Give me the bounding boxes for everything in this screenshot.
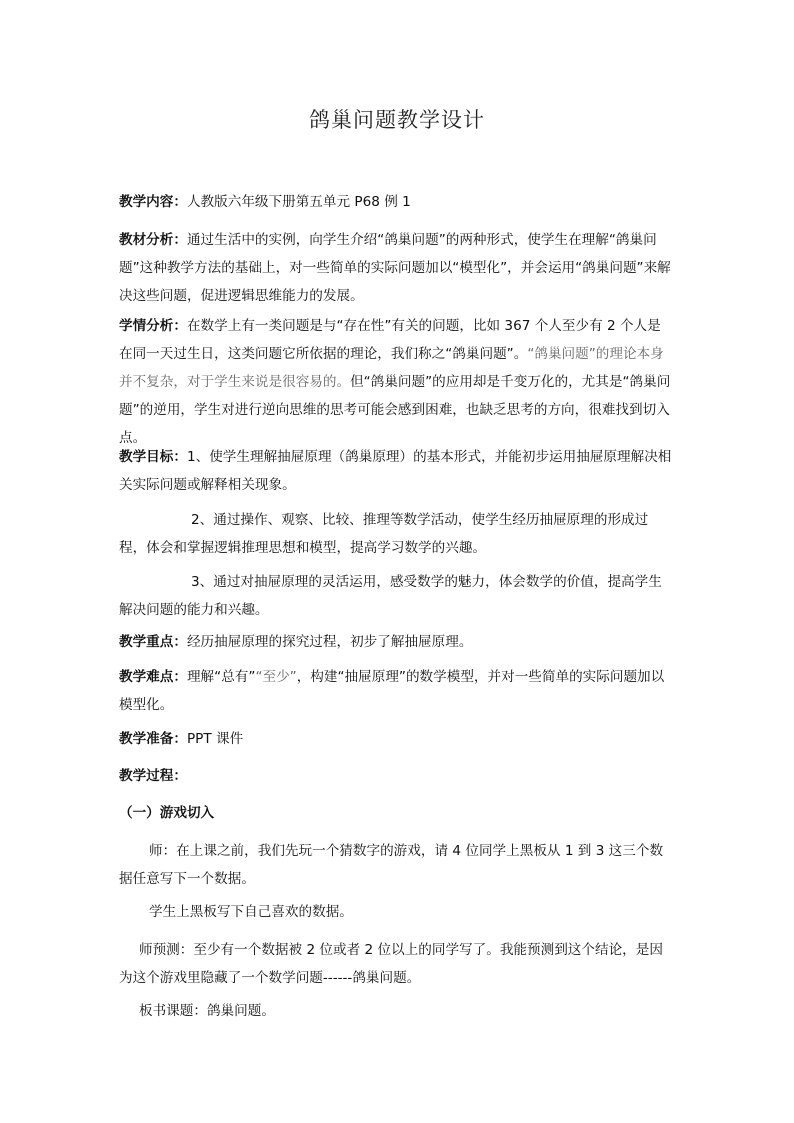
section-1-paragraph-4	[119, 997, 674, 1025]
teaching-goals	[119, 443, 674, 499]
section-1-text-2: 学生上黑板写下自己喜欢的数据。	[149, 904, 353, 920]
section-1-paragraph-1	[119, 837, 674, 893]
difficulty-text-b: ，构建“抽屉原理”的数学模型，并对一些简单的实际问题加以模型化。	[119, 669, 665, 713]
process-heading: 教学过程：	[119, 768, 187, 784]
preparation-text: PPT 课件	[186, 731, 244, 747]
document-title: 鸽巢问题教学设计	[309, 108, 485, 132]
section-1-text-3: 师预测：至少有一个数据被 2 位或者 2 位以上的同学写了。我能预测到这个结论，是因为这个游戏里隐藏了一个数学问题------鸽巢问题。	[119, 942, 663, 986]
learner-analysis-text-b: 但“鸽巢问题”的应用却是千变万化的，尤其是“鸽巢问题”的逆用，学生对进行逆向思维的思考可能会感到困难，也缺乏思考的方向，很难找到切入点。	[119, 374, 671, 446]
learner-analysis-text-soft: “鸽巢问题”的理论本身并不复杂，对于学生来说是很容易的。	[119, 346, 664, 390]
material-analysis	[119, 226, 674, 310]
preparation	[119, 725, 674, 753]
teaching-content	[119, 188, 674, 216]
learner-analysis-label: 学情分析：	[119, 318, 187, 334]
teaching-content-label: 教学内容：	[119, 194, 187, 210]
teaching-goal-2-paragraph	[119, 506, 674, 562]
difficulty	[119, 663, 674, 719]
material-analysis-text: 通过生活中的实例，向学生介绍“鸽巢问题”的两种形式，使学生在理解“鸽巢问题”这种教学方法的基础上，对一些简单的实际问题加以“模型化”，并会运用“鸽巢问题”来解决这些问题，促进逻辑思维能力的发展。	[119, 232, 671, 304]
difficulty-text-a: 理解“总有”	[186, 669, 256, 685]
teaching-content-text: 人教版六年级下册第五单元 P68 例 1	[186, 194, 411, 210]
key-point	[119, 628, 674, 656]
section-1-heading: （一）游戏切入	[119, 805, 215, 821]
learner-analysis-text-a: 在数学上有一类问题是与“存在性”有关的问题，比如 367 个人至少有 2 个人是在同一天过生日，这类问题它所依据的理论，我们称之“鸽巢问题”。	[119, 318, 661, 362]
learner-analysis	[119, 312, 674, 452]
section-1-text-1: 师：在上课之前，我们先玩一个猜数字的游戏，请 4 位同学上黑板从 1 到 3 这三个数据任意写下一个数据。	[119, 843, 664, 887]
teaching-goal-3-paragraph	[119, 568, 674, 624]
teaching-goal-2: 2、通过操作、观察、比较、推理等数学活动，使学生经历抽屉原理的形成过程，体会和掌握逻辑推理思想和模型，提高学习数学的兴趣。	[119, 512, 649, 556]
material-analysis-label: 教材分析：	[119, 232, 187, 248]
teaching-goals-label: 教学目标：	[119, 449, 187, 465]
key-point-text: 经历抽屉原理的探究过程，初步了解抽屉原理。	[186, 634, 473, 650]
teaching-goal-3: 3、通过对抽屉原理的灵活运用，感受数学的魅力，体会数学的价值，提高学生解决问题的能力和兴趣。	[119, 574, 662, 618]
preparation-label: 教学准备：	[119, 731, 187, 747]
section-1-text-4: 板书课题：鸽巢问题。	[139, 1003, 275, 1019]
teaching-goal-1: 1、使学生理解抽屉原理（鸽巢原理）的基本形式，并能初步运用抽屉原理解决相关实际问题或解释相关现象。	[119, 449, 672, 493]
section-1-paragraph-3	[119, 936, 674, 992]
difficulty-label: 教学难点：	[119, 669, 187, 685]
difficulty-text-soft: “至少”	[255, 669, 297, 685]
key-point-label: 教学重点：	[119, 634, 187, 650]
section-1-paragraph-2	[119, 898, 674, 926]
